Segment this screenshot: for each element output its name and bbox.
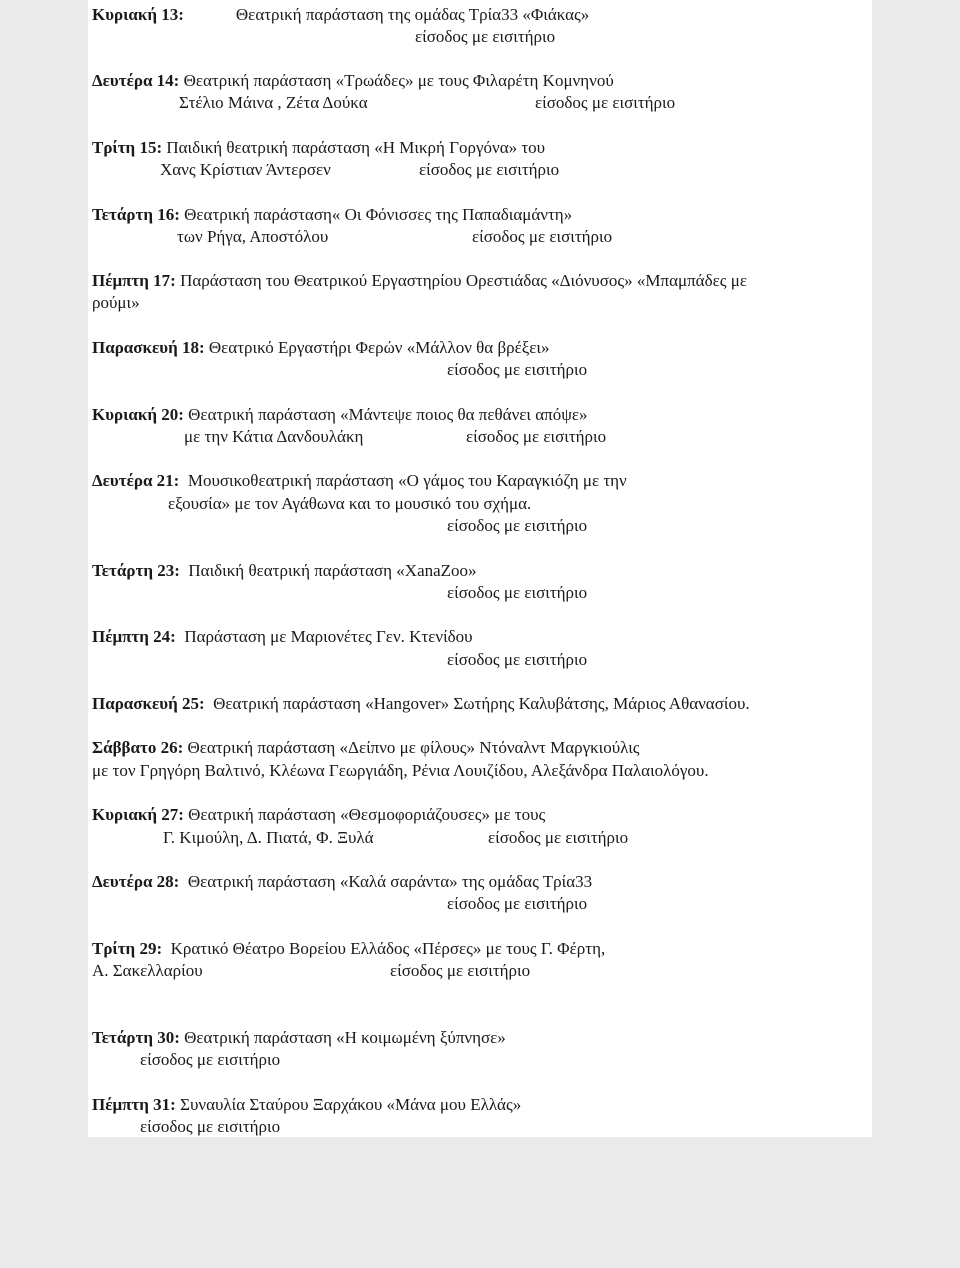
event-title-continued: ρούμι» — [92, 293, 140, 312]
event-31-line1 — [92, 1094, 521, 1116]
event-cast: με την Κάτια Δανδουλάκη — [184, 427, 364, 446]
event-28-line1 — [92, 871, 592, 893]
event-day: Τετάρτη 23: — [92, 561, 180, 580]
event-18-line1 — [92, 337, 550, 359]
ticket-note: είσοδος με εισιτήριο — [415, 27, 556, 46]
event-20-line1 — [92, 404, 588, 426]
event-title-continued: εξουσία» με τον Αγάθωνα και το μουσικό του σχήμα. — [168, 494, 532, 513]
event-cast: Χανς Κρίστιαν Άντερσεν — [160, 160, 331, 179]
event-23-line1 — [92, 560, 477, 582]
event-day: Τρίτη 29: — [92, 939, 163, 958]
event-13-line1 — [92, 4, 589, 26]
event-day: Παρασκευή 18: — [92, 338, 205, 357]
ticket-note: είσοδος με εισιτήριο — [447, 650, 588, 669]
event-day: Πέμπτη 17: — [92, 271, 176, 290]
event-title: Θεατρική παράσταση «Καλά σαράντα» της ομάδας Τρία33 — [187, 872, 593, 891]
ticket-note: είσοδος με εισιτήριο — [140, 1050, 281, 1069]
ticket-note: είσοδος με εισιτήριο — [419, 160, 560, 179]
event-15-line1 — [92, 137, 545, 159]
event-cast: Γ. Κιμούλη, Δ. Πιατά, Φ. Ξυλά — [163, 828, 374, 847]
event-day: Τετάρτη 16: — [92, 205, 180, 224]
event-day: Παρασκευή 25: — [92, 694, 205, 713]
document-page — [88, 0, 872, 1137]
ticket-note: είσοδος με εισιτήριο — [447, 583, 588, 602]
event-cast: Α. Σακελλαρίου — [92, 961, 203, 980]
event-title: Συναυλία Σταύρου Ξαρχάκου «Μάνα μου Ελλάς» — [180, 1095, 522, 1114]
ticket-note: είσοδος με εισιτήριο — [447, 894, 588, 913]
event-title: Θεατρική παράσταση «Μάντεψε ποιος θα πεθάνει απόψε» — [188, 405, 588, 424]
event-title: Παιδική θεατρική παράσταση «XanaZoo» — [188, 561, 477, 580]
event-title: Θεατρική παράσταση «Δείπνο με φίλους» Ντόναλντ Μαργκιούλις — [187, 738, 640, 757]
ticket-note: είσοδος με εισιτήριο — [472, 227, 613, 246]
event-day: Δευτέρα 14: — [92, 71, 180, 90]
event-day: Τετάρτη 30: — [92, 1028, 180, 1047]
event-14-line1 — [92, 70, 614, 92]
event-day: Κυριακή 20: — [92, 405, 184, 424]
event-title: Θεατρική παράσταση της ομάδας Τρία33 «Φιάκας» — [235, 5, 590, 24]
ticket-note: είσοδος με εισιτήριο — [535, 93, 676, 112]
event-30-line1 — [92, 1027, 506, 1049]
event-day: Τρίτη 15: — [92, 138, 163, 157]
event-title: Μουσικοθεατρική παράσταση «Ο γάμος του Καραγκιόζη με την — [187, 471, 627, 490]
event-title: Παιδική θεατρική παράσταση «Η Μικρή Γοργόνα» του — [166, 138, 546, 157]
event-title: Παράσταση του Θεατρικού Εργαστηρίου Ορεστιάδας «Διόνυσος» «Μπαμπάδες με — [180, 271, 747, 290]
event-day: Κυριακή 13: — [92, 5, 184, 24]
event-title: Παράσταση με Μαριονέτες Γεν. Κτενίδου — [184, 627, 473, 646]
event-21-line1 — [92, 470, 627, 492]
event-title: Θεατρική παράσταση «Η κοιμωμένη ξύπνησε» — [184, 1028, 506, 1047]
event-title: Θεατρική παράσταση «Τρωάδες» με τους Φιλαρέτη Κομνηνού — [183, 71, 614, 90]
event-25-line1 — [92, 693, 750, 715]
event-27-line1 — [92, 804, 545, 826]
event-16-line1 — [92, 204, 572, 226]
event-day: Σάββατο 26: — [92, 738, 184, 757]
event-title: Θεατρική παράσταση« Οι Φόνισσες της Παπαδιαμάντη» — [184, 205, 573, 224]
event-title: Θεατρικό Εργαστήρι Φερών «Μάλλον θα βρέξει» — [208, 338, 550, 357]
ticket-note: είσοδος με εισιτήριο — [447, 516, 588, 535]
event-day: Κυριακή 27: — [92, 805, 184, 824]
event-cast: Στέλιο Μάινα , Ζέτα Δούκα — [179, 93, 368, 112]
ticket-note: είσοδος με εισιτήριο — [447, 360, 588, 379]
ticket-note: είσοδος με εισιτήριο — [466, 427, 607, 446]
event-day: Πέμπτη 31: — [92, 1095, 176, 1114]
ticket-note: είσοδος με εισιτήριο — [390, 961, 531, 980]
event-cast: με τον Γρηγόρη Βαλτινό, Κλέωνα Γεωργιάδη, Ρένια Λουιζίδου, Αλεξάνδρα Παλαιολόγου. — [92, 761, 709, 780]
event-24-line1 — [92, 626, 473, 648]
event-day: Δευτέρα 21: — [92, 471, 180, 490]
event-title: Θεατρική παράσταση «Hangover» Σωτήρης Καλυβάτσης, Μάριος Αθανασίου. — [213, 694, 750, 713]
ticket-note: είσοδος με εισιτήριο — [140, 1117, 281, 1136]
event-day: Πέμπτη 24: — [92, 627, 176, 646]
event-day: Δευτέρα 28: — [92, 872, 180, 891]
event-17-line1 — [92, 270, 747, 292]
event-cast: των Ρήγα, Αποστόλου — [177, 227, 329, 246]
event-29-line1 — [92, 938, 605, 960]
ticket-note: είσοδος με εισιτήριο — [488, 828, 629, 847]
event-26-line1 — [92, 737, 640, 759]
event-title: Θεατρική παράσταση «Θεσμοφοριάζουσες» με τους — [188, 805, 546, 824]
event-title: Κρατικό Θέατρο Βορείου Ελλάδος «Πέρσες» με τους Γ. Φέρτη, — [170, 939, 606, 958]
